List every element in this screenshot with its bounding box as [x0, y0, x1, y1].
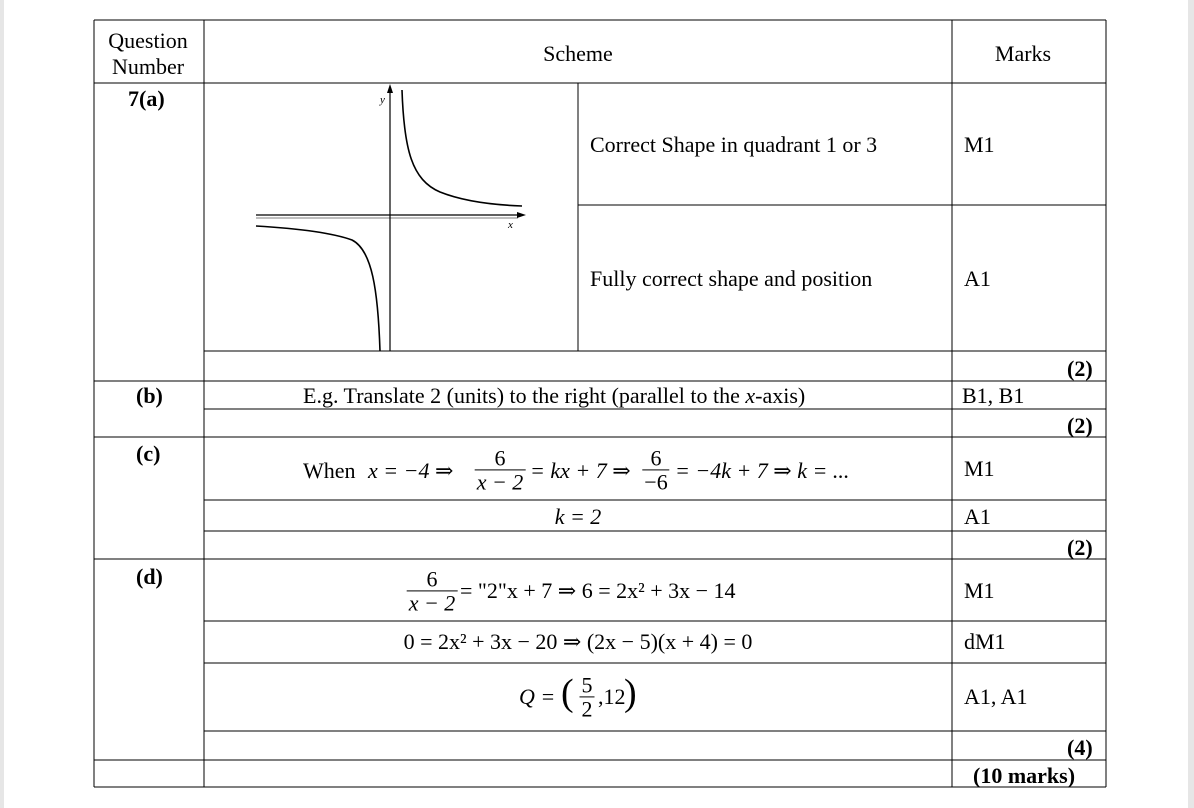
mark-award: A1 — [964, 504, 991, 529]
fraction-numerator: 5 — [581, 672, 593, 698]
k-result: k = 2 — [554, 504, 602, 529]
question-label-d: (d) — [136, 564, 163, 589]
fraction-denominator: 2 — [581, 696, 593, 722]
criterion-text: Correct Shape in quadrant 1 or 3 — [590, 132, 878, 157]
question-label-b: (b) — [136, 383, 163, 408]
x-axis-label: x — [508, 219, 513, 231]
mark-award: M1 — [964, 578, 995, 603]
mark-award: M1 — [964, 132, 995, 157]
question-label-c: (c) — [136, 441, 161, 466]
fraction-denominator: x − 2 — [476, 469, 524, 495]
header-number: Number — [111, 54, 185, 79]
question-label-7a: 7(a) — [128, 86, 165, 111]
mark-award: B1, B1 — [962, 383, 1025, 408]
criterion-text: Fully correct shape and position — [590, 266, 873, 291]
fraction-numerator: 6 — [494, 445, 506, 471]
scheme-text-b — [303, 385, 805, 407]
subtotal-b: (2) — [1067, 413, 1093, 438]
fraction-denominator: x − 2 — [408, 590, 456, 616]
mark-award: M1 — [964, 456, 995, 481]
condition-text: x = −4 ⇒ — [368, 458, 454, 483]
fraction-denominator: −6 — [644, 469, 668, 495]
hyperbola-sketch — [256, 84, 526, 351]
left-paren: ( — [561, 672, 574, 714]
mark-award: A1, A1 — [964, 684, 1028, 709]
equation-d1: = "2"x + 7 ⇒ 6 = 2x² + 3x − 14 — [460, 578, 736, 603]
curve-quadrant-1 — [402, 90, 522, 206]
fraction — [580, 673, 595, 720]
scheme-text-b-var: x — [745, 383, 756, 408]
equation-d3-after: ,12 — [598, 684, 626, 709]
x-axis-arrow — [517, 212, 526, 218]
fraction — [407, 567, 458, 614]
fraction — [642, 446, 669, 493]
fraction-numerator: 6 — [426, 566, 438, 592]
mark-award: dM1 — [964, 629, 1006, 654]
fraction — [475, 446, 526, 493]
header-marks: Marks — [994, 41, 1052, 66]
y-axis-label: y — [380, 94, 385, 106]
curve-quadrant-3 — [256, 226, 380, 351]
equation-end: = −4k + 7 ⇒ k = ... — [675, 458, 850, 483]
header-scheme: Scheme — [543, 41, 613, 66]
header-question: Question — [108, 28, 188, 53]
fraction-numerator: 6 — [650, 445, 662, 471]
mark-award: A1 — [964, 266, 991, 291]
equation-d3-prefix: Q = — [519, 684, 556, 709]
right-paren: ) — [624, 672, 637, 714]
subtotal-c: (2) — [1067, 535, 1093, 560]
equation-middle: = kx + 7 ⇒ — [530, 458, 631, 483]
scheme-text-b-after: -axis) — [755, 383, 806, 408]
y-axis-arrow — [387, 84, 393, 93]
equation-d2: 0 = 2x² + 3x − 20 ⇒ (2x − 5)(x + 4) = 0 — [403, 629, 753, 654]
when-text: When — [303, 458, 356, 483]
scheme-text-b-before: E.g. Translate 2 (units) to the right (parallel to the — [303, 383, 746, 408]
subtotal-a: (2) — [1067, 356, 1093, 381]
total-marks: (10 marks) — [973, 763, 1076, 788]
subtotal-d: (4) — [1067, 735, 1093, 760]
